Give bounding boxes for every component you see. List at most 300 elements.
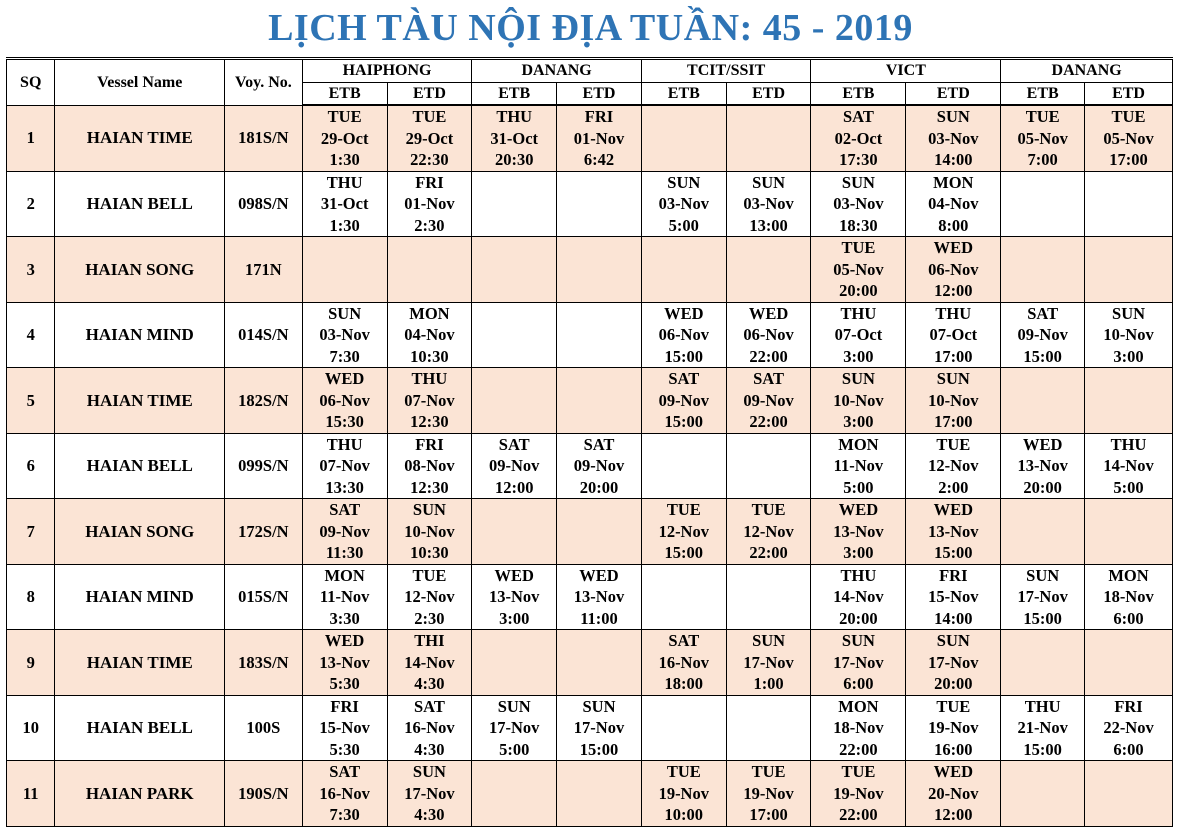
schedule-cell xyxy=(302,761,387,827)
vessel-name: HAIAN TIME xyxy=(55,105,225,171)
cell-day: WED xyxy=(933,238,974,257)
schedule-cell xyxy=(811,630,906,696)
schedule-cell xyxy=(811,499,906,565)
voyage-number: 015S/N xyxy=(225,564,303,630)
cell-time: 22:30 xyxy=(410,150,449,169)
cell-date: 13-Nov xyxy=(489,587,540,606)
cell-day: THU xyxy=(1024,696,1061,716)
schedule-cell xyxy=(387,564,472,630)
row-sq: 11 xyxy=(7,761,55,827)
schedule-cell xyxy=(641,433,726,499)
schedule-cell xyxy=(472,499,557,565)
schedule-cell xyxy=(557,433,642,499)
cell-time: 4:30 xyxy=(414,805,445,824)
schedule-cell xyxy=(1085,105,1173,171)
cell-date: 20-Nov xyxy=(928,783,979,803)
cell-day: SAT xyxy=(583,434,615,454)
cell-day: THU xyxy=(411,369,448,388)
schedule-cell xyxy=(811,695,906,761)
vessel-name: HAIAN BELL xyxy=(55,695,225,761)
schedule-cell xyxy=(1085,368,1173,434)
header-etb: ETB xyxy=(1001,82,1085,105)
cell-date: 17-Nov xyxy=(1017,587,1068,606)
schedule-cell xyxy=(1001,499,1085,565)
cell-day: FRI xyxy=(1114,696,1143,716)
table-row xyxy=(7,499,1173,565)
cell-day: SUN xyxy=(841,172,875,192)
cell-date: 04-Nov xyxy=(928,194,979,213)
cell-date: 17-Nov xyxy=(743,652,794,672)
schedule-cell xyxy=(472,630,557,696)
schedule-cell xyxy=(557,105,642,171)
schedule-cell xyxy=(906,302,1001,368)
vessel-name: HAIAN TIME xyxy=(55,630,225,696)
cell-day: SAT xyxy=(753,369,784,388)
cell-date: 14-Nov xyxy=(1103,456,1154,475)
table-row xyxy=(7,564,1173,630)
header-port-danang-2: DANANG xyxy=(1001,59,1173,83)
voyage-number: 100S xyxy=(225,695,303,761)
row-sq: 1 xyxy=(7,105,55,171)
schedule-cell xyxy=(726,499,811,565)
cell-time: 2:30 xyxy=(414,608,445,628)
header-etd: ETD xyxy=(387,82,472,105)
cell-date: 04-Nov xyxy=(404,325,455,344)
cell-day: SUN xyxy=(841,369,875,388)
schedule-cell xyxy=(387,105,472,171)
cell-day: WED xyxy=(933,500,974,519)
cell-date: 19-Nov xyxy=(833,783,884,803)
cell-day: SUN xyxy=(936,107,970,126)
schedule-cell xyxy=(811,433,906,499)
cell-time: 20:00 xyxy=(1023,477,1062,497)
table-row xyxy=(7,695,1173,761)
cell-day: TUE xyxy=(936,434,971,454)
schedule-cell xyxy=(641,237,726,303)
cell-date: 09-Nov xyxy=(319,521,370,541)
voyage-number: 099S/N xyxy=(225,433,303,499)
cell-date: 07-Oct xyxy=(929,325,978,344)
vessel-name: HAIAN MIND xyxy=(55,302,225,368)
schedule-cell xyxy=(726,302,811,368)
voyage-number: 181S/N xyxy=(225,105,303,171)
header-etb: ETB xyxy=(641,82,726,105)
cell-day: THU xyxy=(496,107,533,126)
cell-day: TUE xyxy=(751,762,786,781)
cell-time: 12:00 xyxy=(494,477,534,497)
header-etd: ETD xyxy=(1085,82,1173,105)
cell-day: SUN xyxy=(1026,565,1060,585)
cell-day: THU xyxy=(326,172,363,192)
cell-time: 3:00 xyxy=(843,543,874,562)
cell-day: TUE xyxy=(841,238,876,257)
cell-time: 8:00 xyxy=(938,215,969,235)
cell-date: 12-Nov xyxy=(404,587,455,606)
schedule-cell xyxy=(302,302,387,368)
schedule-cell xyxy=(641,105,726,171)
cell-date: 16-Nov xyxy=(404,718,455,737)
schedule-cell xyxy=(1001,564,1085,630)
cell-time: 10:30 xyxy=(410,543,449,562)
cell-time: 12:00 xyxy=(934,281,973,300)
schedule-cell xyxy=(387,433,472,499)
cell-day: THU xyxy=(840,565,877,585)
schedule-cell xyxy=(557,761,642,827)
cell-day: SUN xyxy=(752,631,786,650)
schedule-cell xyxy=(906,171,1001,237)
header-etd: ETD xyxy=(906,82,1001,105)
schedule-cell xyxy=(302,433,387,499)
cell-time: 1:30 xyxy=(329,150,360,169)
cell-day: FRI xyxy=(415,434,444,454)
cell-time: 6:00 xyxy=(1113,608,1144,628)
cell-day: TUE xyxy=(1025,107,1060,126)
cell-date: 17-Nov xyxy=(489,718,540,737)
schedule-cell xyxy=(811,171,906,237)
cell-date: 02-Oct xyxy=(834,128,883,148)
cell-day: SUN xyxy=(1112,303,1146,323)
cell-date: 15-Nov xyxy=(319,718,370,737)
schedule-cell xyxy=(726,368,811,434)
cell-date: 08-Nov xyxy=(404,456,455,475)
cell-time: 2:00 xyxy=(938,477,969,497)
schedule-cell xyxy=(472,302,557,368)
cell-day: SUN xyxy=(752,172,786,192)
schedule-cell xyxy=(906,630,1001,696)
schedule-cell xyxy=(557,630,642,696)
cell-date: 07-Nov xyxy=(404,390,455,410)
cell-date: 09-Nov xyxy=(658,390,709,410)
cell-date: 03-Nov xyxy=(743,194,794,213)
cell-date: 29-Oct xyxy=(405,128,454,148)
row-sq: 4 xyxy=(7,302,55,368)
schedule-cell xyxy=(557,499,642,565)
cell-date: 13-Nov xyxy=(928,521,979,541)
schedule-cell xyxy=(387,695,472,761)
cell-day: SAT xyxy=(498,434,530,454)
header-sq: SQ xyxy=(7,59,55,106)
schedule-cell xyxy=(387,171,472,237)
cell-day: FRI xyxy=(584,107,614,126)
vessel-name: HAIAN MIND xyxy=(55,564,225,630)
cell-day: THU xyxy=(1110,434,1147,454)
schedule-cell xyxy=(387,368,472,434)
cell-time: 12:30 xyxy=(410,477,449,497)
schedule-cell xyxy=(302,499,387,565)
cell-day: WED xyxy=(664,303,704,323)
cell-day: SUN xyxy=(412,500,446,519)
cell-day: SAT xyxy=(413,696,445,716)
schedule-cell xyxy=(1085,433,1173,499)
vessel-name: HAIAN PARK xyxy=(55,761,225,827)
cell-time: 6:00 xyxy=(843,674,874,693)
cell-time: 22:00 xyxy=(839,739,878,759)
schedule-table xyxy=(6,57,1173,827)
cell-date: 11-Nov xyxy=(833,456,884,475)
cell-day: TUE xyxy=(936,696,971,716)
cell-day: WED xyxy=(494,565,534,585)
cell-date: 17-Nov xyxy=(928,652,979,672)
cell-day: SUN xyxy=(582,696,616,716)
cell-date: 19-Nov xyxy=(658,783,709,803)
cell-time: 22:00 xyxy=(749,412,788,431)
schedule-cell xyxy=(906,105,1001,171)
table-row xyxy=(7,171,1173,237)
schedule-cell xyxy=(811,564,906,630)
schedule-cell xyxy=(472,237,557,303)
cell-day: WED xyxy=(324,631,365,650)
cell-day: THU xyxy=(840,303,877,323)
voyage-number: 190S/N xyxy=(225,761,303,827)
table-row xyxy=(7,105,1173,171)
cell-date: 03-Nov xyxy=(833,194,884,213)
cell-time: 5:00 xyxy=(843,477,874,497)
schedule-cell xyxy=(472,761,557,827)
cell-time: 5:30 xyxy=(329,739,360,759)
cell-time: 12:30 xyxy=(410,412,449,431)
cell-time: 15:00 xyxy=(579,739,619,759)
cell-date: 13-Nov xyxy=(1017,456,1068,475)
cell-date: 05-Nov xyxy=(1017,128,1068,148)
cell-date: 18-Nov xyxy=(833,718,884,737)
voyage-number: 014S/N xyxy=(225,302,303,368)
cell-date: 07-Oct xyxy=(834,325,883,344)
cell-date: 15-Nov xyxy=(928,587,979,606)
cell-date: 16-Nov xyxy=(319,783,370,803)
schedule-cell xyxy=(906,433,1001,499)
cell-time: 20:30 xyxy=(494,150,534,169)
cell-day: WED xyxy=(838,500,879,519)
cell-day: FRI xyxy=(939,565,968,585)
cell-time: 1:30 xyxy=(329,215,360,235)
header-etd: ETD xyxy=(557,82,642,105)
cell-date: 05-Nov xyxy=(1103,128,1154,148)
cell-day: FRI xyxy=(415,172,444,192)
cell-date: 13-Nov xyxy=(833,521,884,541)
cell-day: TUE xyxy=(751,500,786,519)
cell-date: 21-Nov xyxy=(1017,718,1068,737)
cell-time: 15:00 xyxy=(664,543,704,562)
cell-date: 11-Nov xyxy=(319,587,370,606)
cell-date: 13-Nov xyxy=(573,587,625,606)
schedule-cell xyxy=(811,368,906,434)
header-port-tcit-ssit: TCIT/SSIT xyxy=(641,59,811,83)
cell-date: 10-Nov xyxy=(1103,325,1154,344)
cell-day: SUN xyxy=(841,631,875,650)
row-sq: 10 xyxy=(7,695,55,761)
schedule-cell xyxy=(906,237,1001,303)
cell-day: TUE xyxy=(666,762,701,781)
cell-time: 1:00 xyxy=(753,674,784,693)
cell-date: 07-Nov xyxy=(319,456,370,475)
header-etb: ETB xyxy=(302,82,387,105)
table-row xyxy=(7,368,1173,434)
cell-time: 7:30 xyxy=(329,805,360,824)
cell-date: 13-Nov xyxy=(319,652,370,672)
cell-date: 17-Nov xyxy=(573,718,625,737)
cell-time: 18:30 xyxy=(839,215,878,235)
cell-time: 4:30 xyxy=(414,739,445,759)
cell-time: 15:00 xyxy=(1023,608,1062,628)
vessel-name: HAIAN BELL xyxy=(55,171,225,237)
cell-date: 06-Nov xyxy=(319,390,370,410)
schedule-cell xyxy=(387,630,472,696)
schedule-cell xyxy=(726,630,811,696)
voyage-number: 098S/N xyxy=(225,171,303,237)
schedule-cell xyxy=(557,237,642,303)
schedule-cell xyxy=(1001,105,1085,171)
cell-date: 03-Nov xyxy=(658,194,709,213)
schedule-cell xyxy=(302,630,387,696)
cell-day: WED xyxy=(324,369,365,388)
schedule-cell xyxy=(387,237,472,303)
cell-date: 31-Oct xyxy=(490,128,539,148)
schedule-cell xyxy=(906,499,1001,565)
cell-day: THU xyxy=(326,434,363,454)
cell-day: MON xyxy=(324,565,365,585)
schedule-cell xyxy=(641,368,726,434)
cell-time: 13:00 xyxy=(749,215,788,235)
cell-date: 12-Nov xyxy=(658,521,709,541)
header-port-haiphong: HAIPHONG xyxy=(302,59,472,83)
vessel-name: HAIAN BELL xyxy=(55,433,225,499)
schedule-cell xyxy=(726,171,811,237)
cell-day: SAT xyxy=(668,631,700,650)
cell-time: 3:00 xyxy=(843,412,874,431)
cell-day: TUE xyxy=(1111,107,1146,126)
cell-time: 3:00 xyxy=(499,608,530,628)
schedule-cell xyxy=(641,564,726,630)
row-sq: 9 xyxy=(7,630,55,696)
row-sq: 5 xyxy=(7,368,55,434)
cell-date: 16-Nov xyxy=(658,652,709,672)
cell-day: WED xyxy=(579,565,619,585)
cell-date: 01-Nov xyxy=(573,128,625,148)
cell-time: 17:00 xyxy=(934,412,973,431)
cell-day: SAT xyxy=(329,762,361,781)
cell-date: 03-Nov xyxy=(928,128,979,148)
cell-time: 13:30 xyxy=(325,477,364,497)
vessel-name: HAIAN SONG xyxy=(55,499,225,565)
cell-day: SUN xyxy=(328,303,362,323)
cell-time: 6:42 xyxy=(583,150,615,169)
cell-time: 5:30 xyxy=(329,674,360,693)
schedule-cell xyxy=(302,564,387,630)
cell-time: 15:00 xyxy=(1023,346,1062,366)
cell-time: 7:30 xyxy=(329,346,360,366)
schedule-cell xyxy=(1085,237,1173,303)
page-title: LỊCH TÀU NỘI ĐỊA TUẦN: 45 - 2019 xyxy=(268,7,913,49)
schedule-cell xyxy=(472,433,557,499)
cell-time: 6:00 xyxy=(1113,739,1144,759)
cell-date: 29-Oct xyxy=(320,128,369,148)
header-voyage-no: Voy. No. xyxy=(225,59,303,106)
cell-day: WED xyxy=(748,303,789,323)
cell-time: 14:00 xyxy=(934,608,973,628)
schedule-body xyxy=(7,105,1173,826)
schedule-cell xyxy=(811,237,906,303)
header-vessel-name: Vessel Name xyxy=(55,59,225,106)
schedule-cell xyxy=(1085,171,1173,237)
schedule-cell xyxy=(1085,630,1173,696)
schedule-table-wrapper xyxy=(6,57,1173,827)
schedule-cell xyxy=(1001,761,1085,827)
cell-time: 15:00 xyxy=(1023,739,1062,759)
cell-day: SUN xyxy=(936,369,970,388)
schedule-cell xyxy=(1085,695,1173,761)
cell-day: MON xyxy=(409,303,450,323)
cell-time: 3:00 xyxy=(1113,346,1144,366)
schedule-cell xyxy=(387,761,472,827)
cell-date: 09-Nov xyxy=(573,456,625,475)
cell-time: 17:30 xyxy=(839,150,878,169)
schedule-cell xyxy=(641,695,726,761)
cell-time: 22:00 xyxy=(839,805,878,824)
cell-time: 15:00 xyxy=(664,412,704,431)
cell-date: 06-Nov xyxy=(743,325,794,344)
cell-day: WED xyxy=(933,762,974,781)
vessel-name: HAIAN SONG xyxy=(55,237,225,303)
schedule-cell xyxy=(1085,761,1173,827)
cell-date: 09-Nov xyxy=(743,390,794,410)
cell-time: 3:30 xyxy=(329,608,360,628)
schedule-cell xyxy=(472,368,557,434)
schedule-cell xyxy=(641,499,726,565)
schedule-cell xyxy=(1085,499,1173,565)
schedule-cell xyxy=(472,105,557,171)
schedule-cell xyxy=(1001,171,1085,237)
schedule-cell xyxy=(1001,237,1085,303)
cell-date: 14-Nov xyxy=(833,587,884,606)
schedule-cell xyxy=(641,171,726,237)
cell-date: 18-Nov xyxy=(1103,587,1154,606)
table-row xyxy=(7,302,1173,368)
table-row xyxy=(7,761,1173,827)
cell-day: SUN xyxy=(936,631,970,650)
header-etd: ETD xyxy=(726,82,811,105)
cell-date: 19-Nov xyxy=(743,783,794,803)
cell-date: 06-Nov xyxy=(928,259,979,279)
schedule-cell xyxy=(726,105,811,171)
schedule-cell xyxy=(906,564,1001,630)
cell-date: 09-Nov xyxy=(489,456,540,475)
cell-date: 12-Nov xyxy=(743,521,794,541)
schedule-cell xyxy=(302,695,387,761)
cell-day: MON xyxy=(1108,565,1149,585)
cell-date: 22-Nov xyxy=(1103,718,1154,737)
schedule-cell xyxy=(906,695,1001,761)
table-row xyxy=(7,237,1173,303)
voyage-number: 183S/N xyxy=(225,630,303,696)
cell-time: 5:00 xyxy=(1113,477,1144,497)
row-sq: 6 xyxy=(7,433,55,499)
schedule-cell xyxy=(302,368,387,434)
cell-time: 15:30 xyxy=(325,412,364,431)
voyage-number: 171N xyxy=(225,237,303,303)
cell-date: 31-Oct xyxy=(320,194,369,213)
cell-date: 03-Nov xyxy=(319,325,370,344)
cell-day: TUE xyxy=(327,107,362,126)
cell-time: 10:00 xyxy=(664,805,704,824)
cell-day: SAT xyxy=(668,369,700,388)
cell-day: MON xyxy=(933,172,974,192)
cell-date: 10-Nov xyxy=(404,521,455,541)
cell-time: 15:00 xyxy=(934,543,973,562)
schedule-cell xyxy=(1001,433,1085,499)
cell-time: 5:00 xyxy=(499,739,530,759)
schedule-cell xyxy=(1085,564,1173,630)
schedule-cell xyxy=(557,302,642,368)
